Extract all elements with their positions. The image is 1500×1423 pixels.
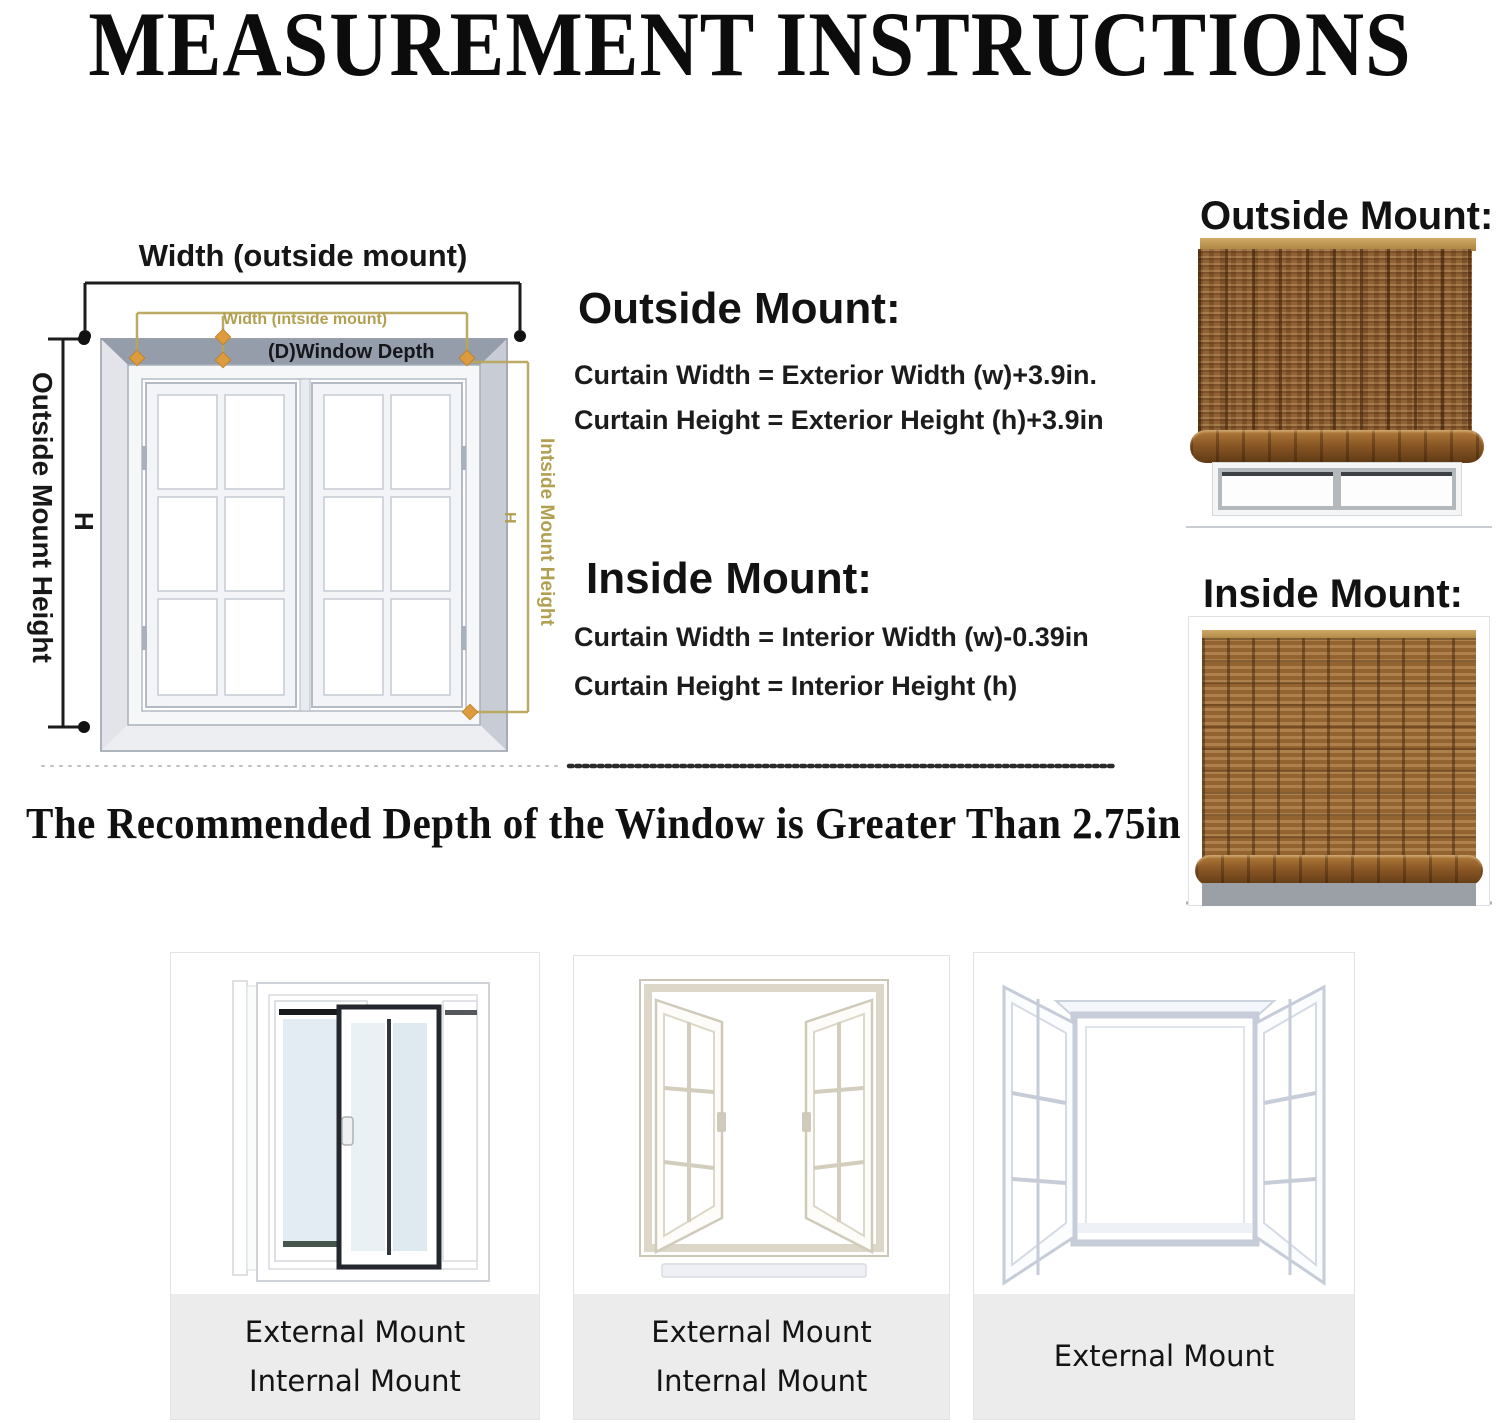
sliding-window-illustration: [171, 953, 539, 1296]
inside-mount-heading: Inside Mount:: [586, 554, 872, 603]
caption-line: External Mount: [651, 1314, 872, 1349]
card-caption-area: [171, 1294, 539, 1419]
reed-blind-panel: [1198, 249, 1472, 432]
outside-height-formula: Curtain Height = Exterior Height (h)+3.9in: [574, 405, 1104, 435]
card-caption-area: [574, 1294, 949, 1419]
caption-line: Internal Mount: [655, 1363, 868, 1398]
window-type-card-casement-in: [573, 955, 950, 1420]
open-casement-window-illustration: [974, 953, 1354, 1296]
window-recess: [1218, 468, 1456, 510]
inside-mount-photo: [1188, 616, 1490, 906]
height-h-label-right: H: [501, 512, 518, 524]
caption-line: External Mount: [1053, 1339, 1275, 1373]
caption-line: External Mount: [244, 1314, 466, 1349]
window-sill-shadow: [1202, 883, 1476, 906]
reed-blind-panel: [1202, 638, 1476, 860]
page-title: MEASUREMENT INSTRUCTIONS: [88, 0, 1412, 96]
height-h-label-left: H: [69, 512, 99, 531]
caption-line: Internal Mount: [249, 1363, 461, 1398]
outside-mount-heading: Outside Mount:: [578, 284, 901, 333]
window-below-blind: [1212, 462, 1462, 516]
card-caption-area: [974, 1294, 1354, 1419]
width-inside-label: Width (intside mount): [222, 311, 388, 328]
inside-mount-height-label: Intside Mount Height: [536, 438, 557, 626]
casement-window-illustration: [574, 956, 949, 1296]
window-pane: [1222, 472, 1333, 506]
window-type-card-sliding: [170, 952, 540, 1420]
window-type-card-casement-out: [973, 952, 1355, 1420]
window-pane: [1341, 472, 1452, 506]
depth-note: The Recommended Depth of the Window is Greater Than 2.75in: [26, 798, 1182, 848]
width-outside-label: Width (outside mount): [138, 238, 468, 273]
inside-height-formula: Curtain Height = Interior Height (h): [574, 671, 1018, 701]
blind-bottom-roll: [1195, 855, 1483, 886]
example-outside-mount-heading: Outside Mount:: [1200, 194, 1494, 238]
outside-mount-photo: [1190, 238, 1490, 522]
outside-mount-height-label: Outside Mount Height: [27, 372, 58, 663]
window-depth-label: (D)Window Depth: [268, 341, 435, 363]
inside-width-formula: Curtain Width = Interior Width (w)-0.39in: [574, 622, 1089, 652]
example-inside-mount-heading: Inside Mount:: [1203, 572, 1463, 616]
outside-width-formula: Curtain Width = Exterior Width (w)+3.9in.: [574, 360, 1098, 390]
blind-bottom-roll: [1190, 430, 1484, 463]
